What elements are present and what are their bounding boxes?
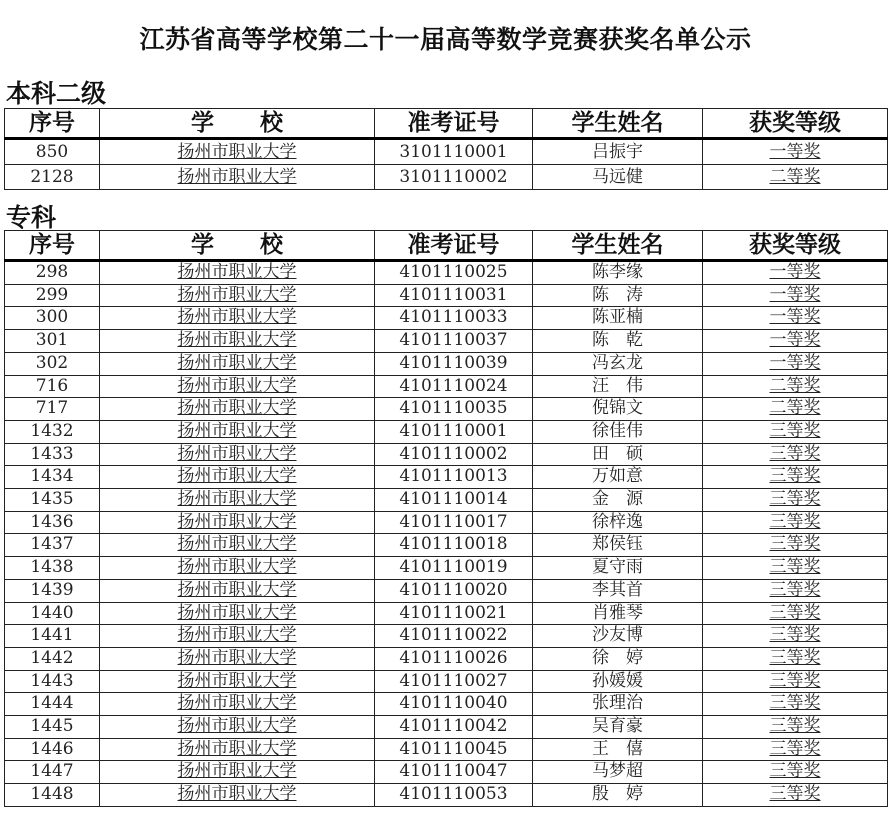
table-row (5, 602, 888, 625)
cell-index: 299 (5, 284, 100, 307)
cell-exam-no: 4101110021 (375, 602, 533, 625)
cell-award: 二等奖 (703, 165, 888, 190)
table-row (5, 284, 888, 307)
cell-award: 三等奖 (703, 784, 888, 807)
cell-exam-no: 4101110053 (375, 784, 533, 807)
cell-school: 扬州市职业大学 (100, 716, 375, 739)
cell-school: 扬州市职业大学 (100, 443, 375, 466)
cell-name: 万如意 (533, 466, 703, 489)
header-award: 获奖等级 (703, 231, 888, 261)
cell-school: 扬州市职业大学 (100, 139, 375, 165)
table-row (5, 557, 888, 580)
table-row (5, 375, 888, 398)
cell-school: 扬州市职业大学 (100, 330, 375, 353)
cell-exam-no: 4101110031 (375, 284, 533, 307)
cell-award: 三等奖 (703, 579, 888, 602)
cell-award: 三等奖 (703, 557, 888, 580)
cell-award: 一等奖 (703, 139, 888, 165)
table-row (5, 139, 888, 165)
table-row (5, 398, 888, 421)
cell-school: 扬州市职业大学 (100, 352, 375, 375)
table-row (5, 443, 888, 466)
table-row (5, 511, 888, 534)
cell-name: 殷 婷 (533, 784, 703, 807)
cell-school: 扬州市职业大学 (100, 738, 375, 761)
table-row (5, 647, 888, 670)
cell-index: 298 (5, 261, 100, 285)
header-index: 序号 (5, 109, 100, 139)
cell-award: 三等奖 (703, 511, 888, 534)
cell-name: 吕振宇 (533, 139, 703, 165)
cell-name: 孙媛媛 (533, 670, 703, 693)
cell-school: 扬州市职业大学 (100, 261, 375, 285)
cell-exam-no: 4101110045 (375, 738, 533, 761)
header-school: 学 校 (100, 231, 375, 261)
cell-name: 陈亚楠 (533, 307, 703, 330)
cell-index: 300 (5, 307, 100, 330)
cell-award: 三等奖 (703, 420, 888, 443)
cell-index: 1433 (5, 443, 100, 466)
cell-index: 1437 (5, 534, 100, 557)
table-header-row (5, 109, 888, 139)
cell-school: 扬州市职业大学 (100, 534, 375, 557)
cell-school: 扬州市职业大学 (100, 466, 375, 489)
cell-name: 吴育豪 (533, 716, 703, 739)
cell-index: 1435 (5, 489, 100, 512)
table-row (5, 534, 888, 557)
cell-index: 1446 (5, 738, 100, 761)
cell-award: 二等奖 (703, 398, 888, 421)
table-row (5, 352, 888, 375)
cell-exam-no: 4101110025 (375, 261, 533, 285)
cell-school: 扬州市职业大学 (100, 647, 375, 670)
cell-exam-no: 4101110033 (375, 307, 533, 330)
cell-school: 扬州市职业大学 (100, 420, 375, 443)
cell-name: 郑侯钰 (533, 534, 703, 557)
cell-index: 1448 (5, 784, 100, 807)
cell-name: 陈 涛 (533, 284, 703, 307)
cell-index: 1443 (5, 670, 100, 693)
table-row (5, 738, 888, 761)
cell-school: 扬州市职业大学 (100, 579, 375, 602)
cell-exam-no: 4101110042 (375, 716, 533, 739)
table-row (5, 466, 888, 489)
table-header-row (5, 231, 888, 261)
cell-index: 716 (5, 375, 100, 398)
cell-exam-no: 4101110024 (375, 375, 533, 398)
cell-award: 三等奖 (703, 466, 888, 489)
benke-table (4, 108, 888, 190)
cell-name: 徐梓逸 (533, 511, 703, 534)
cell-index: 1441 (5, 625, 100, 648)
cell-award: 三等奖 (703, 761, 888, 784)
cell-index: 301 (5, 330, 100, 353)
header-school: 学 校 (100, 109, 375, 139)
cell-name: 张理治 (533, 693, 703, 716)
table-row (5, 330, 888, 353)
section-heading-benke: 本科二级 (6, 79, 107, 108)
cell-award: 三等奖 (703, 489, 888, 512)
cell-school: 扬州市职业大学 (100, 693, 375, 716)
table-row (5, 579, 888, 602)
cell-exam-no: 4101110017 (375, 511, 533, 534)
cell-index: 1434 (5, 466, 100, 489)
cell-index: 1447 (5, 761, 100, 784)
cell-name: 马梦超 (533, 761, 703, 784)
cell-exam-no: 4101110037 (375, 330, 533, 353)
header-exam-no: 准考证号 (375, 109, 533, 139)
cell-school: 扬州市职业大学 (100, 625, 375, 648)
cell-school: 扬州市职业大学 (100, 670, 375, 693)
cell-school: 扬州市职业大学 (100, 761, 375, 784)
cell-index: 1442 (5, 647, 100, 670)
cell-name: 田 硕 (533, 443, 703, 466)
cell-award: 三等奖 (703, 443, 888, 466)
cell-name: 王 僖 (533, 738, 703, 761)
cell-school: 扬州市职业大学 (100, 784, 375, 807)
cell-exam-no: 4101110019 (375, 557, 533, 580)
cell-school: 扬州市职业大学 (100, 307, 375, 330)
cell-award: 一等奖 (703, 307, 888, 330)
header-name: 学生姓名 (533, 231, 703, 261)
cell-name: 徐 婷 (533, 647, 703, 670)
cell-name: 冯玄龙 (533, 352, 703, 375)
cell-award: 三等奖 (703, 602, 888, 625)
cell-name: 徐佳伟 (533, 420, 703, 443)
cell-school: 扬州市职业大学 (100, 165, 375, 190)
cell-award: 三等奖 (703, 625, 888, 648)
table-row (5, 716, 888, 739)
cell-index: 2128 (5, 165, 100, 190)
table-row (5, 307, 888, 330)
header-award: 获奖等级 (703, 109, 888, 139)
cell-name: 陈 乾 (533, 330, 703, 353)
cell-exam-no: 3101110001 (375, 139, 533, 165)
cell-award: 三等奖 (703, 670, 888, 693)
table-row (5, 670, 888, 693)
cell-name: 夏守雨 (533, 557, 703, 580)
zhuanke-table (4, 230, 888, 807)
table-row (5, 261, 888, 285)
header-name: 学生姓名 (533, 109, 703, 139)
cell-award: 三等奖 (703, 716, 888, 739)
cell-name: 倪锦文 (533, 398, 703, 421)
cell-exam-no: 4101110013 (375, 466, 533, 489)
cell-index: 1432 (5, 420, 100, 443)
cell-exam-no: 4101110026 (375, 647, 533, 670)
table-row (5, 693, 888, 716)
cell-exam-no: 4101110039 (375, 352, 533, 375)
cell-index: 717 (5, 398, 100, 421)
cell-exam-no: 4101110014 (375, 489, 533, 512)
cell-name: 沙友博 (533, 625, 703, 648)
cell-index: 1444 (5, 693, 100, 716)
table-row (5, 784, 888, 807)
cell-name: 李其首 (533, 579, 703, 602)
cell-index: 1445 (5, 716, 100, 739)
section-heading-zhuanke: 专科 (6, 203, 57, 232)
cell-exam-no: 4101110047 (375, 761, 533, 784)
cell-school: 扬州市职业大学 (100, 375, 375, 398)
cell-award: 一等奖 (703, 284, 888, 307)
cell-exam-no: 3101110002 (375, 165, 533, 190)
cell-school: 扬州市职业大学 (100, 602, 375, 625)
cell-exam-no: 4101110022 (375, 625, 533, 648)
table-row (5, 761, 888, 784)
cell-name: 金 源 (533, 489, 703, 512)
cell-exam-no: 4101110018 (375, 534, 533, 557)
cell-school: 扬州市职业大学 (100, 398, 375, 421)
table-row (5, 165, 888, 190)
cell-school: 扬州市职业大学 (100, 511, 375, 534)
cell-exam-no: 4101110027 (375, 670, 533, 693)
cell-index: 302 (5, 352, 100, 375)
cell-award: 一等奖 (703, 352, 888, 375)
table-row (5, 489, 888, 512)
cell-index: 1436 (5, 511, 100, 534)
cell-exam-no: 4101110020 (375, 579, 533, 602)
table-row (5, 625, 888, 648)
cell-school: 扬州市职业大学 (100, 284, 375, 307)
cell-name: 马远健 (533, 165, 703, 190)
cell-name: 陈李缘 (533, 261, 703, 285)
cell-award: 三等奖 (703, 693, 888, 716)
table-row (5, 420, 888, 443)
cell-award: 一等奖 (703, 330, 888, 353)
cell-index: 1440 (5, 602, 100, 625)
header-exam-no: 准考证号 (375, 231, 533, 261)
cell-exam-no: 4101110002 (375, 443, 533, 466)
cell-index: 850 (5, 139, 100, 165)
cell-award: 一等奖 (703, 261, 888, 285)
cell-award: 二等奖 (703, 375, 888, 398)
cell-award: 三等奖 (703, 534, 888, 557)
cell-award: 三等奖 (703, 647, 888, 670)
cell-award: 三等奖 (703, 738, 888, 761)
cell-name: 肖雅琴 (533, 602, 703, 625)
cell-school: 扬州市职业大学 (100, 557, 375, 580)
cell-index: 1439 (5, 579, 100, 602)
cell-exam-no: 4101110035 (375, 398, 533, 421)
cell-index: 1438 (5, 557, 100, 580)
cell-name: 汪 伟 (533, 375, 703, 398)
cell-school: 扬州市职业大学 (100, 489, 375, 512)
header-index: 序号 (5, 231, 100, 261)
cell-exam-no: 4101110040 (375, 693, 533, 716)
document-title: 江苏省高等学校第二十一届高等数学竞赛获奖名单公示 (139, 25, 752, 54)
cell-exam-no: 4101110001 (375, 420, 533, 443)
